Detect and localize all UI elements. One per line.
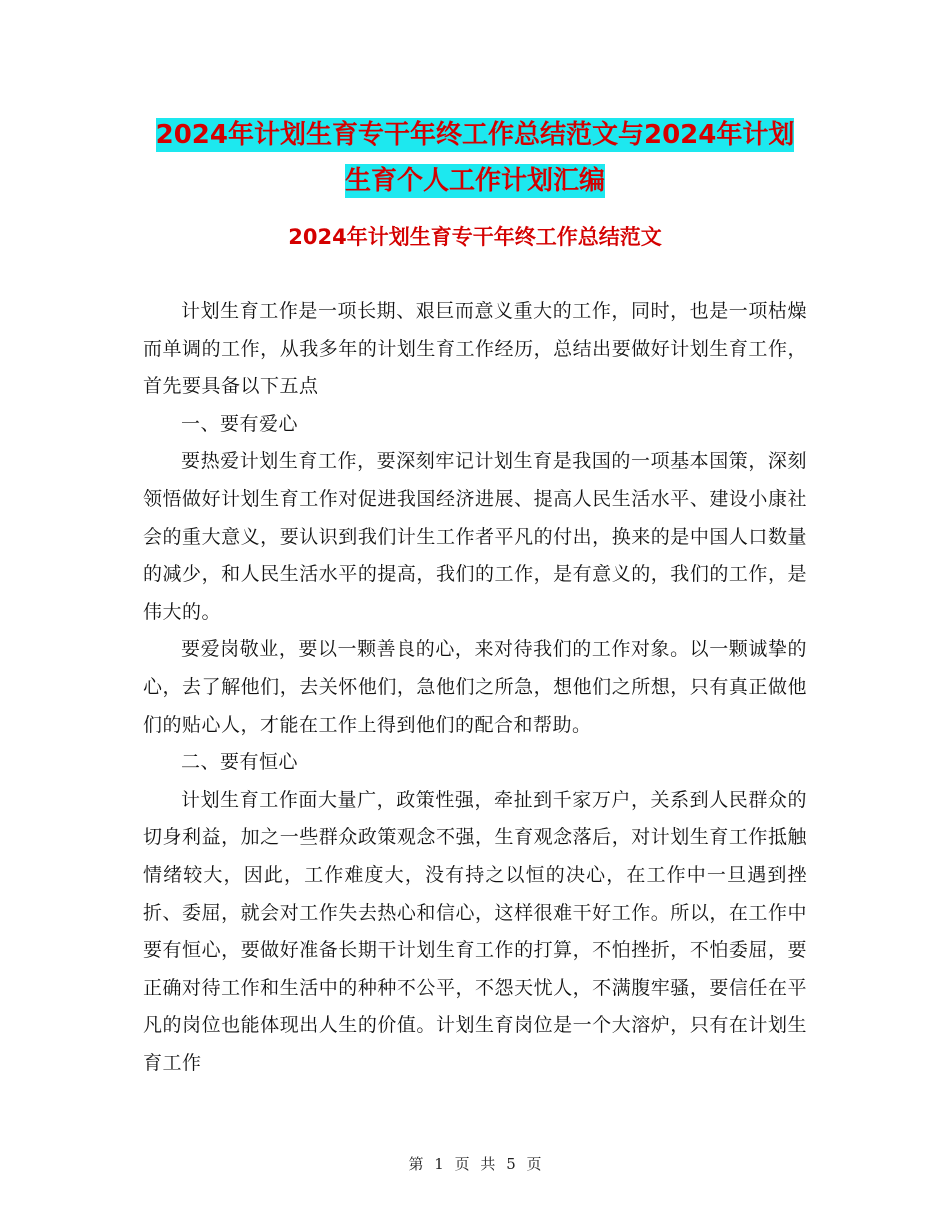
footer-gong: 共 xyxy=(480,1155,496,1173)
section-title: 2024年计划生育专干年终工作总结范文 xyxy=(288,225,662,249)
body-text xyxy=(143,293,807,1082)
page-footer xyxy=(0,1153,950,1174)
footer-page-number: 1 xyxy=(434,1155,444,1173)
footer-ye: 页 xyxy=(454,1155,470,1173)
paragraph: 要热爱计划生育工作，要深刻牢记计划生育是我国的一项基本国策，深刻领悟做好计划生育工作对促进我国经济进展、提高人民生活水平、建设小康社会的重大意义，要认识到我们计生工作者平凡的付出，换来的是中国人口数量的减少，和人民生活水平的提高，我们的工作，是有意义的，我们的工作，是伟大的。 xyxy=(143,450,807,623)
main-title xyxy=(140,112,810,204)
paragraph: 计划生育工作是一项长期、艰巨而意义重大的工作，同时，也是一项枯燥而单调的工作，从我多年的计划生育工作经历，总结出要做好计划生育工作，首先要具备以下五点 xyxy=(143,300,807,398)
main-title-line-2: 生育个人工作计划汇编 xyxy=(344,166,605,196)
section-heading: 二、要有恒心 xyxy=(181,751,299,774)
footer-di: 第 xyxy=(408,1155,424,1173)
footer-ye-2: 页 xyxy=(526,1155,542,1173)
main-title-line-1: 2024年计划生育专干年终工作总结范文与2024年计划 xyxy=(155,120,795,150)
paragraph: 计划生育工作面大量广，政策性强，牵扯到千家万户，关系到人民群众的切身利益，加之一些群众政策观念不强，生育观念落后，对计划生育工作抵触情绪较大，因此，工作难度大，没有持之以恒的决心，在工作中一旦遇到挫折、委屈，就会对工作失去热心和信心，这样很难干好工作。所以，在工作中要有恒心，要做好准备长期干计划生育工作的打算，不怕挫折，不怕委屈，要正确对待工作和生活中的种种不公平，不怨天忧人，不满腹牢骚，要信任在平凡的岗位也能体现出人生的价值。计划生育岗位是一个大溶炉，只有在计划生育工作 xyxy=(143,788,807,1074)
paragraph: 要爱岗敬业，要以一颗善良的心，来对待我们的工作对象。以一颗诚挚的心，去了解他们，去关怀他们，急他们之所急，想他们之所想，只有真正做他们的贴心人，才能在工作上得到他们的配合和帮助。 xyxy=(143,638,807,736)
footer-total-pages: 5 xyxy=(506,1155,516,1173)
section-heading: 一、要有爱心 xyxy=(181,412,299,435)
